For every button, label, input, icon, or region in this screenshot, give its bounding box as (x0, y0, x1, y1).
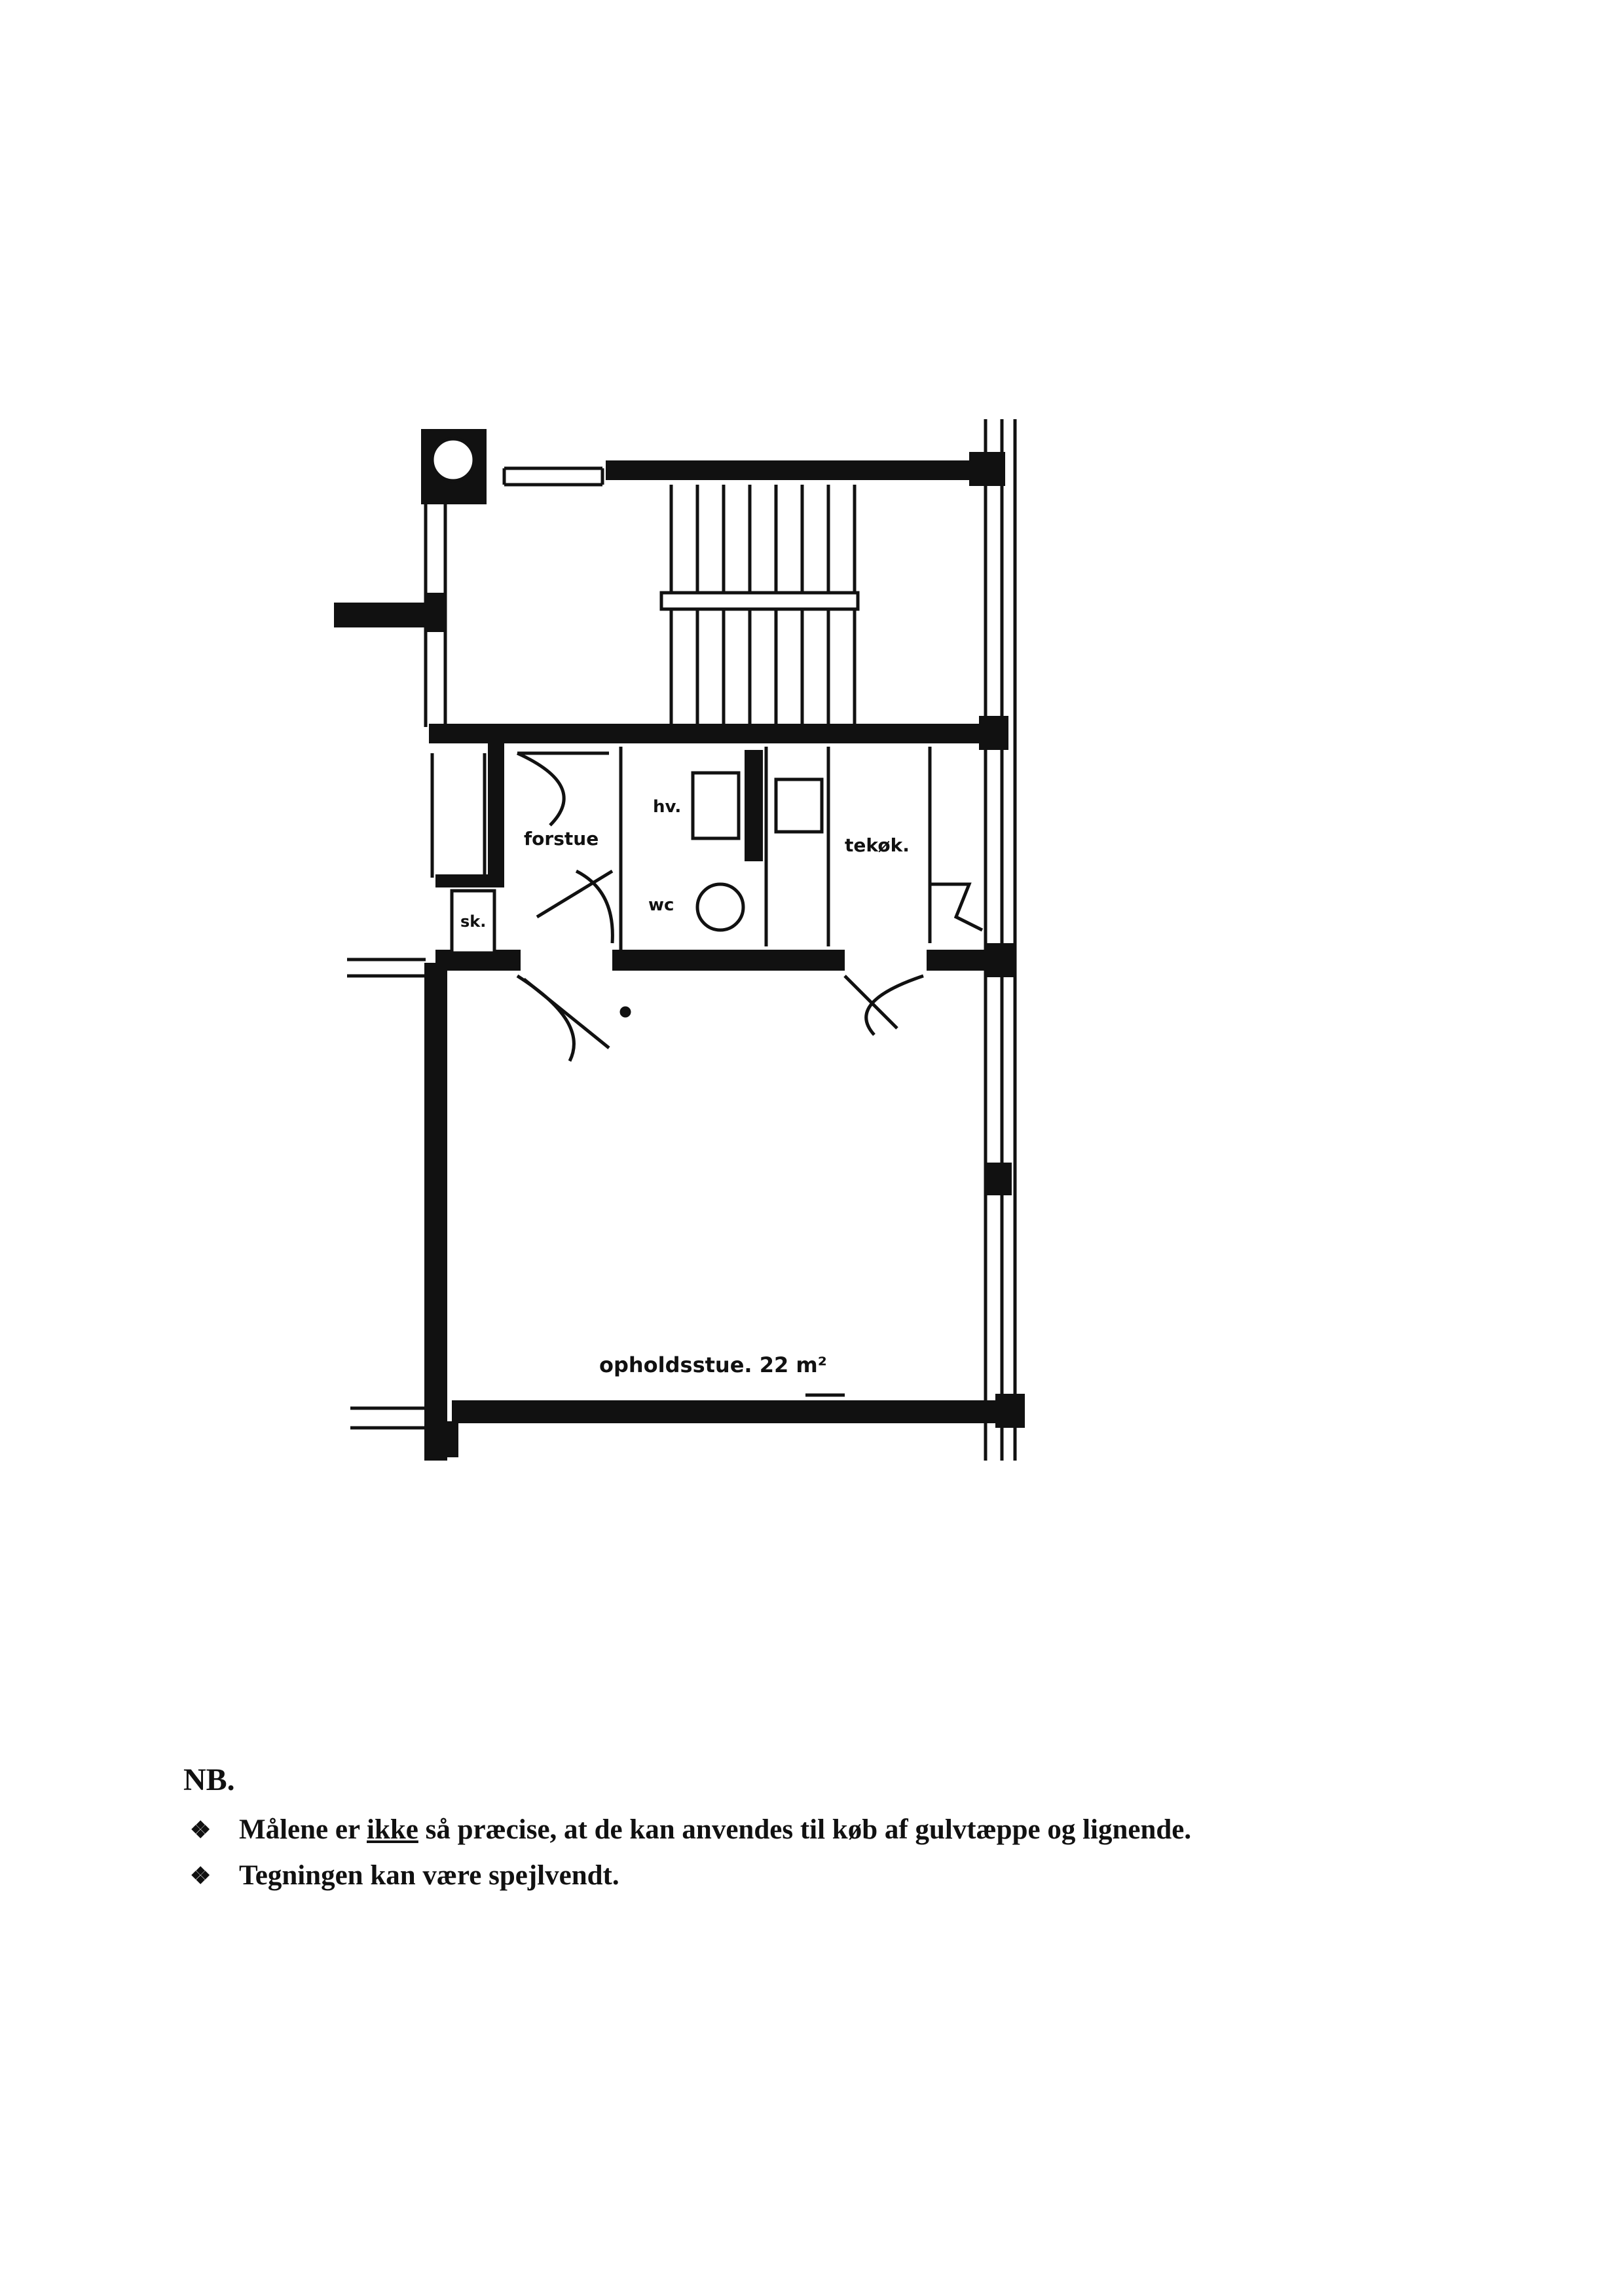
label-sk: sk. (460, 912, 487, 931)
wall-bottom-left-stub (432, 1421, 458, 1457)
wall-left-block (426, 593, 445, 632)
chimney-circle (432, 439, 474, 481)
wc-circle (697, 884, 743, 930)
wall-wc-right (745, 750, 763, 861)
hv-sink (693, 773, 739, 838)
tekok-fixture (776, 779, 822, 832)
wall-right-block (986, 1163, 1012, 1195)
label-opholdsstue: opholdsstue. 22 m² (599, 1353, 827, 1377)
wall-forstue-left (488, 743, 504, 884)
notes-title: NB. (183, 1763, 235, 1797)
label-forstue: forstue (524, 828, 599, 849)
wall-living-left (424, 963, 447, 1461)
wall-bottom (452, 1400, 1015, 1423)
list-item (183, 1853, 1428, 1899)
note-text-before: Målene er (239, 1814, 367, 1845)
wall-top (606, 460, 979, 480)
notes-list (183, 1807, 1428, 1899)
label-tekok: tekøk. (845, 834, 910, 856)
wall-bottom-cap (995, 1394, 1025, 1428)
wall-mid (429, 724, 992, 743)
note-text-after: så præcise, at de kan anvendes til køb af gulvtæppe og lignende. (418, 1814, 1192, 1845)
list-item (183, 1807, 1428, 1853)
wall-lower-2 (612, 950, 845, 971)
notes-section (183, 1762, 1428, 1899)
label-wc: wc (648, 895, 674, 915)
note-text-underlined: ikke (367, 1814, 418, 1845)
wall-lower-3 (927, 950, 986, 971)
diamond-bullet-icon: ❖ (190, 1817, 212, 1843)
diamond-bullet-icon: ❖ (190, 1863, 212, 1889)
label-hv: hv. (653, 797, 682, 817)
note-text-before: Tegningen kan være spejlvendt. (239, 1860, 619, 1891)
wall-sk (435, 874, 504, 887)
wall-mid-cap (979, 716, 1008, 750)
